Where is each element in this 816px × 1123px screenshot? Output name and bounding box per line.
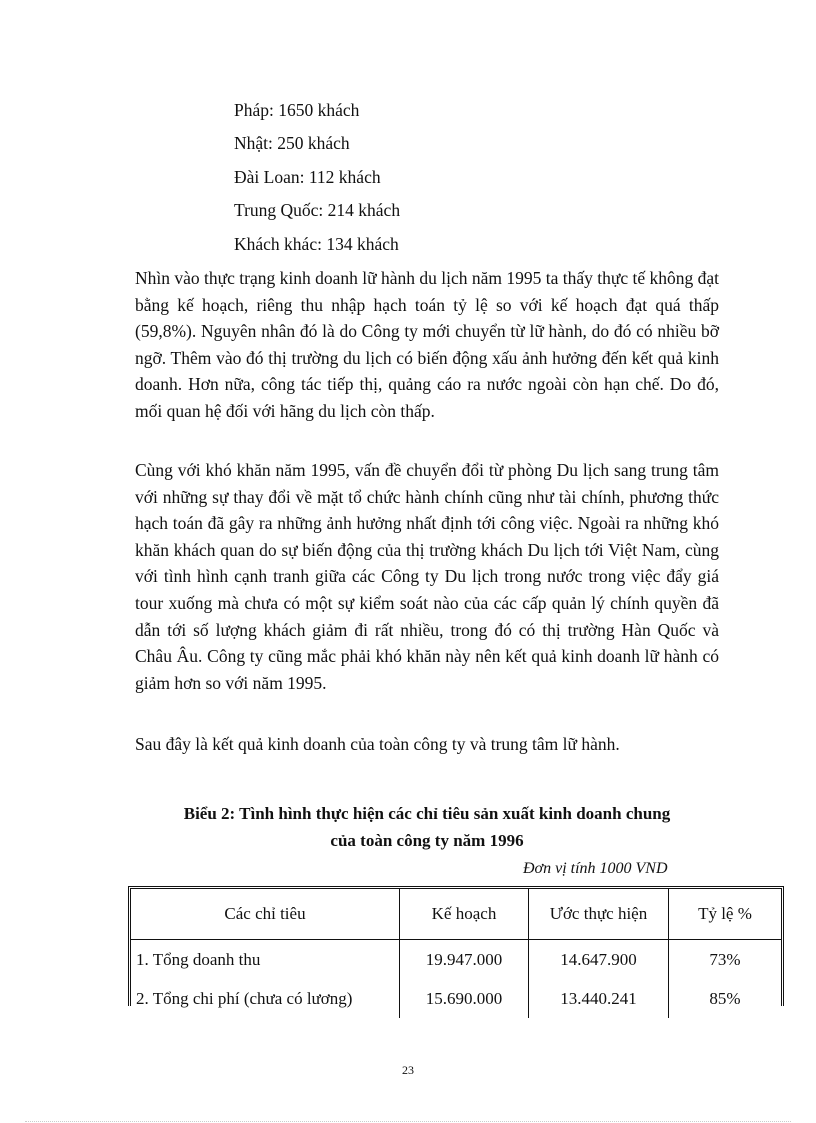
table-cell: 73%	[709, 949, 741, 969]
page-number: 23	[402, 1063, 414, 1077]
table-title-line: của toàn công ty năm 1996	[330, 831, 524, 850]
column-header: Kế hoạch	[400, 889, 529, 939]
table-header-row	[131, 889, 781, 940]
list-item: Đài Loan: 112 khách	[234, 166, 381, 187]
table-cell: 14.647.900	[529, 940, 669, 979]
column-header: Ước thực hiện	[529, 889, 669, 939]
list-item: Khách khác: 134 khách	[234, 233, 399, 254]
list-item: Pháp: 1650 khách	[234, 100, 360, 120]
column-header: Các chỉ tiêu	[131, 889, 400, 939]
table-title-line: Biểu 2: Tình hình thực hiện các chỉ tiêu sản xuất kinh doanh chung	[183, 804, 671, 823]
page-bottom-divider	[25, 1121, 791, 1122]
table-cell: 85%	[709, 988, 741, 1008]
table-cell: 13.440.241	[529, 979, 669, 1018]
paragraph: Sau đây là kết quả kinh doanh của toàn công ty và trung tâm lữ hành.	[135, 734, 620, 754]
column-header: Tỷ lệ %	[698, 904, 752, 923]
table-cell: 19.947.000	[400, 940, 529, 979]
table-title	[120, 800, 734, 854]
table-cell: 1. Tổng doanh thu	[131, 940, 400, 979]
visitor-list	[234, 97, 400, 264]
list-item: Trung Quốc: 214 khách	[234, 200, 401, 221]
table-row	[131, 940, 781, 979]
paragraph: Cùng với khó khăn năm 1995, vấn đề chuyển đổi từ phòng Du lịch sang trung tâm với những sự thay đổi về mặt tổ chức hành chính cũng như tài chính, phương thức hạch toán đã gây ra những ảnh hưởng nhất định tới công việc. Ngoài ra những khó khăn khách quan do sự biến động của thị trường khách Du lịch tới Việt Nam, cùng với tình hình cạnh tranh giữa các Công ty Du lịch trong nước trong việc đẩy giá tour xuống mà chưa có một sự kiểm soát nào của các cấp quản lý chính quyền đã dẫn tới số lượng khách giảm đi rất nhiều, trong đó có thị trường Hàn Quốc và Châu Âu. Công ty cũng mắc phải khó khăn này nên kết quả kinh doanh lữ hành có giảm hơn so với năm 1995.	[135, 460, 719, 693]
unit-label: Đơn vị tính 1000 VND	[523, 860, 668, 877]
table-row	[131, 979, 781, 1018]
list-item: Nhật: 250 khách	[234, 133, 350, 154]
results-table	[128, 886, 784, 1006]
table-cell: 15.690.000	[400, 979, 529, 1018]
paragraph: Nhìn vào thực trạng kinh doanh lữ hành du lịch năm 1995 ta thấy thực tế không đạt bằng kế hoạch, riêng thu nhập hạch toán tỷ lệ so với kế hoạch đạt quá thấp (59,8%). Nguyên nhân đó là do Công ty mới chuyển từ lữ hành, do đó có nhiều bỡ ngỡ. Thêm vào đó thị trường du lịch có biến động xấu ảnh hưởng đến kết quả kinh doanh. Hơn nữa, công tác tiếp thị, quảng cáo ra nước ngoài còn hạn chế. Do đó, mối quan hệ đối với hãng du lịch còn thấp.	[135, 268, 719, 421]
table-cell: 2. Tổng chi phí (chưa có lương)	[131, 979, 400, 1018]
